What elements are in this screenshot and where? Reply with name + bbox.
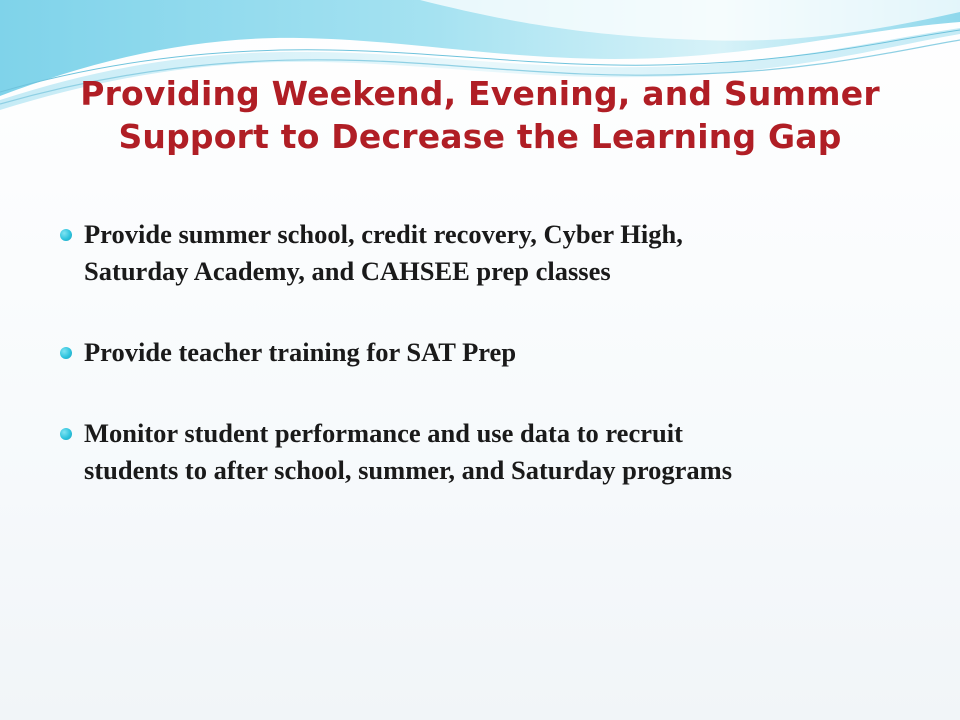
slide-title [40, 72, 920, 158]
bullet-item-monitor-performance [58, 415, 918, 489]
bullet-item-sat-prep [58, 334, 918, 371]
bullet-list [58, 216, 918, 489]
cyan-dot-bullet-icon [60, 229, 72, 241]
bullet-text-line: Saturday Academy, and CAHSEE prep classes [84, 256, 611, 286]
cyan-dot-bullet-icon [60, 428, 72, 440]
slide-title-line-1: Providing Weekend, Evening, and Summer [80, 74, 880, 113]
cyan-dot-bullet-icon [60, 347, 72, 359]
bullet-text-line: Monitor student performance and use data to recruit [84, 418, 683, 448]
bullet-text-line: students to after school, summer, and Saturday programs [84, 455, 733, 485]
bullet-item-summer-programs [58, 216, 918, 290]
bullet-text-line: Provide teacher training for SAT Prep [84, 337, 517, 367]
bullet-text-line: Provide summer school, credit recovery, Cyber High, [84, 219, 683, 249]
slide-title-line-2: Support to Decrease the Learning Gap [118, 117, 842, 156]
